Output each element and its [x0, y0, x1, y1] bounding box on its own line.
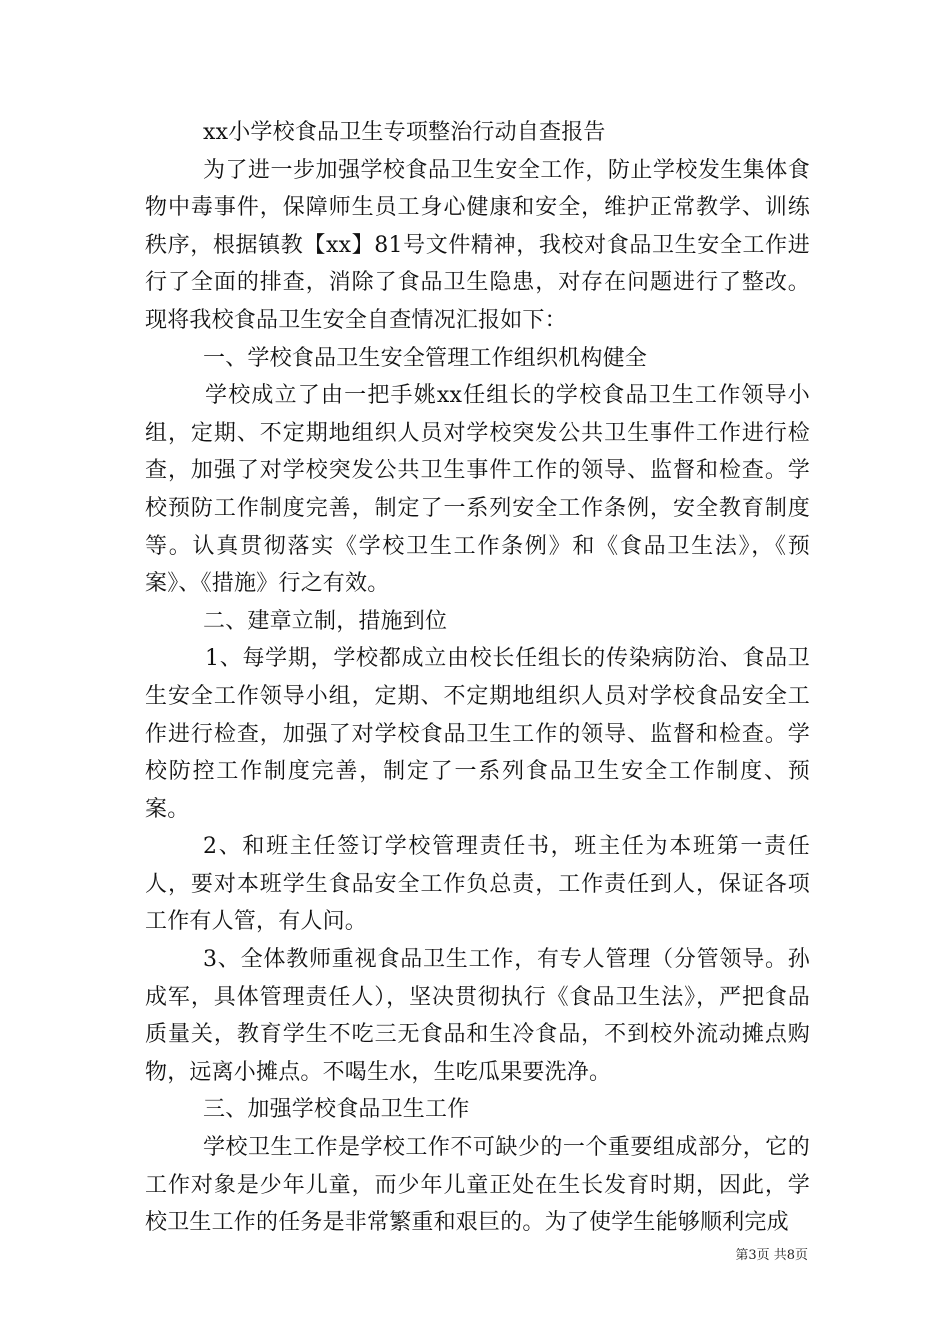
section-1-heading: 一、学校食品卫生安全管理工作组织机构健全: [203, 345, 648, 371]
section-2-heading: 二、建章立制，措施到位: [203, 608, 448, 634]
section-3-heading: 三、加强学校食品卫生工作: [203, 1097, 470, 1123]
intro-paragraph: 为了进一步加强学校食品卫生安全工作，防止学校发生集体食物中毒事件，保障师生员工身心健康和安全，维护正常教学、训练秩序，根据镇教【xx】81号文件精神，我校对食品卫生安全工作进行了全面的排查，消除了食品卫生隐患，对存在问题进行了整改。现将我校食品卫生安全自查情况汇报如下：: [145, 157, 810, 333]
section-2-item-3: 3、全体教师重视食品卫生工作，有专人管理（分管领导。孙成军，具体管理责任人），坚决贯彻执行《食品卫生法》，严把食品质量关，教育学生不吃三无食品和生冷食品，不到校外流动摊点购物，远离小摊点。不喝生水，生吃瓜果要洗净。: [145, 947, 810, 1085]
section-2-item-1: 1、每学期，学校都成立由校长任组长的传染病防治、食品卫生安全工作领导小组，定期、不定期地组织人员对学校食品安全工作进行检查，加强了对学校食品卫生工作的领导、监督和检查。学校防控工作制度完善，制定了一系列食品卫生安全工作制度、预案。: [145, 646, 810, 822]
page-number-footer: 第3页 共8页: [735, 1248, 808, 1263]
document-title: xx小学校食品卫生专项整治行动自查报告: [203, 120, 606, 145]
document-body: [145, 114, 810, 1242]
section-1-paragraph: 学校成立了由一把手姚xx任组长的学校食品卫生工作领导小组，定期、不定期地组织人员对学校突发公共卫生事件工作进行检查，加强了对学校突发公共卫生事件工作的领导、监督和检查。学校预防工作制度完善，制定了一系列安全工作条例，安全教育制度等。认真贯彻落实《学校卫生工作条例》和《食品卫生法》，《预案》、《措施》行之有效。: [145, 383, 810, 597]
section-2-item-2: 2、和班主任签订学校管理责任书，班主任为本班第一责任人，要对本班学生食品安全工作负总责，工作责任到人，保证各项工作有人管，有人问。: [145, 834, 810, 935]
section-3-paragraph: 学校卫生工作是学校工作不可缺少的一个重要组成部分，它的工作对象是少年儿童，而少年儿童正处在生长发育时期，因此，学校卫生工作的任务是非常繁重和艰巨的。为了使学生能够顺利完成: [145, 1135, 810, 1236]
